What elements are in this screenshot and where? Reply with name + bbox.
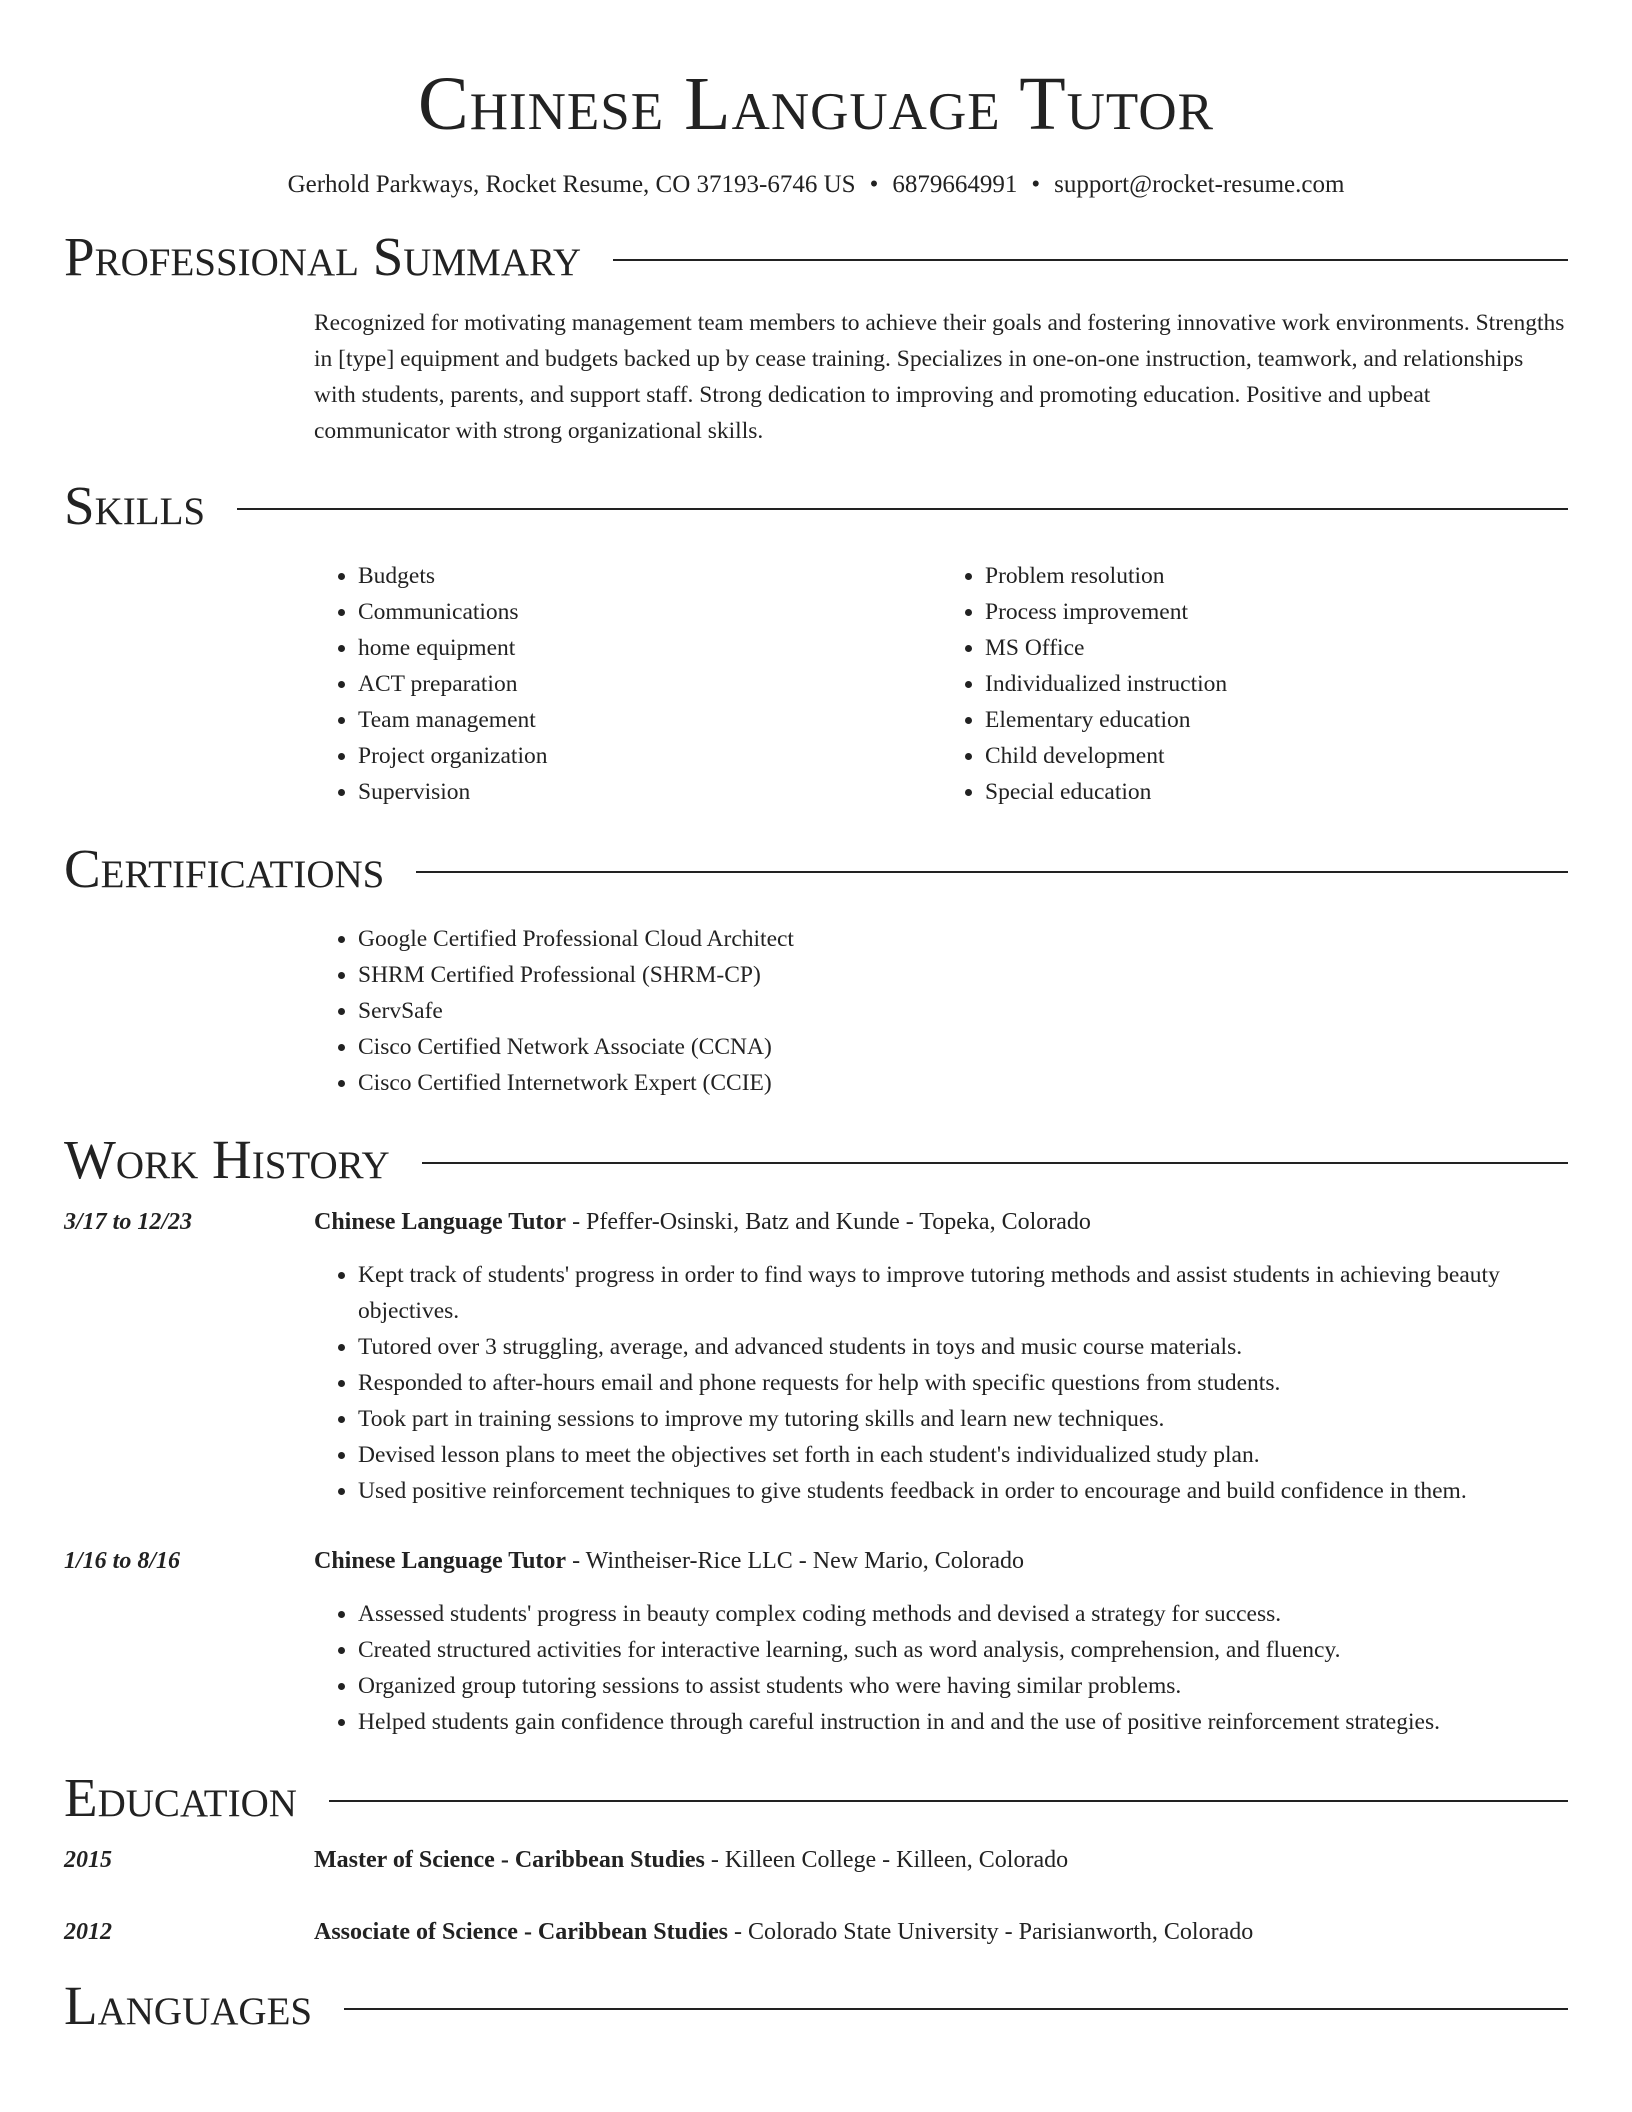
job-title: Chinese Language Tutor: [314, 1548, 567, 1574]
job-body: [314, 1204, 1568, 1509]
resume-header: [64, 58, 1568, 202]
section-divider: [344, 2008, 1568, 2010]
job-entry: [64, 1204, 1568, 1509]
skills-heading: Skills: [64, 475, 206, 536]
section-divider: [329, 1800, 1568, 1802]
summary-section: [314, 305, 1568, 449]
certification-item: • Google Certified Professional Cloud Architect: [358, 921, 1568, 957]
skill-item: • Process improvement: [985, 594, 1568, 630]
skill-item: • MS Office: [985, 630, 1568, 666]
skills-section-header: [64, 474, 1568, 538]
education-school: - Colorado State University - Parisianworth, Colorado: [727, 1919, 1254, 1945]
job-employer: - Pfeffer-Osinski, Batz and Kunde - Topeka, Colorado: [566, 1209, 1091, 1235]
job-bullet: • Kept track of students' progress in order to find ways to improve tutoring methods and assist students in achieving beauty objectives.: [358, 1257, 1568, 1329]
job-bullets: [314, 1257, 1568, 1509]
contact-address: Gerhold Parkways, Rocket Resume, CO 37193-6746 US: [287, 171, 856, 198]
job-dates: 3/17 to 12/23: [64, 1209, 193, 1235]
education-entry: [64, 1842, 1568, 1878]
contact-phone: 6879664991: [892, 171, 1018, 198]
contact-separator: •: [869, 171, 879, 198]
skill-item: • Special education: [985, 774, 1568, 810]
certifications-section: [314, 921, 1568, 1101]
job-bullet: • Assessed students' progress in beauty complex coding methods and devised a strategy for success.: [358, 1596, 1568, 1632]
job-header: [314, 1543, 1568, 1579]
job-bullet: • Used positive reinforcement techniques to give students feedback in order to encourage and build confidence in them.: [358, 1473, 1568, 1509]
job-bullet: • Tutored over 3 struggling, average, and advanced students in toys and music course materials.: [358, 1329, 1568, 1365]
education-entry: [64, 1914, 1568, 1950]
skill-item: • Project organization: [358, 738, 941, 774]
certification-item: • Cisco Certified Internetwork Expert (CCIE): [358, 1065, 1568, 1101]
skill-item: • Elementary education: [985, 702, 1568, 738]
skills-list-left: [314, 558, 941, 810]
education-body: [314, 1914, 1568, 1950]
section-divider: [613, 259, 1568, 261]
job-bullet: • Devised lesson plans to meet the objectives set forth in each student's individualized study plan.: [358, 1437, 1568, 1473]
languages-section-header: [64, 1974, 1568, 2038]
work-history-heading: Work History: [64, 1129, 390, 1190]
education-body: [314, 1842, 1568, 1878]
skill-item: • Child development: [985, 738, 1568, 774]
job-bullet: • Took part in training sessions to improve my tutoring skills and learn new techniques.: [358, 1401, 1568, 1437]
job-title: Chinese Language Tutor: [314, 1209, 567, 1235]
job-header: [314, 1204, 1568, 1240]
summary-text: Recognized for motivating management team members to achieve their goals and fostering innovative work environments. Strengths in [type] equipment and budgets backed up by cease training. Specializes in one-on-one instruction, teamwork, and relationships with students, parents, and support staff. Strong dedication to improving and promoting education. Positive and upbeat communicator with strong organizational skills.: [314, 310, 1565, 444]
skill-item: • Problem resolution: [985, 558, 1568, 594]
skill-item: • ACT preparation: [358, 666, 941, 702]
certifications-section-header: [64, 837, 1568, 901]
contact-line: [64, 168, 1568, 202]
certification-item: • Cisco Certified Network Associate (CCNA): [358, 1029, 1568, 1065]
section-divider: [237, 508, 1568, 510]
certifications-heading: Certifications: [64, 838, 385, 899]
job-entry: [64, 1543, 1568, 1740]
skill-item: • home equipment: [358, 630, 941, 666]
education-degree: Associate of Science - Caribbean Studies: [314, 1919, 728, 1945]
skill-item: • Communications: [358, 594, 941, 630]
education-degree: Master of Science - Caribbean Studies: [314, 1847, 705, 1873]
skills-list-right: [941, 558, 1568, 810]
certifications-list: [314, 921, 1568, 1101]
certification-item: • ServSafe: [358, 993, 1568, 1029]
job-bullet: • Responded to after-hours email and phone requests for help with specific questions from students.: [358, 1365, 1568, 1401]
certification-item: • SHRM Certified Professional (SHRM-CP): [358, 957, 1568, 993]
skill-item: • Individualized instruction: [985, 666, 1568, 702]
job-employer: - Wintheiser-Rice LLC - New Mario, Colorado: [566, 1548, 1025, 1574]
education-school: - Killeen College - Killeen, Colorado: [704, 1847, 1069, 1873]
work-history-section-header: [64, 1128, 1568, 1192]
job-bullets: [314, 1596, 1568, 1740]
education-year: 2012: [64, 1919, 112, 1945]
candidate-name: Chinese Language Tutor: [418, 62, 1214, 146]
resume-page: [64, 0, 1568, 2038]
languages-heading: Languages: [64, 1975, 313, 2036]
job-bullet: • Organized group tutoring sessions to assist students who were having similar problems.: [358, 1668, 1568, 1704]
skill-item: • Supervision: [358, 774, 941, 810]
education-section-header: [64, 1766, 1568, 1830]
summary-heading: Professional Summary: [64, 226, 582, 287]
job-body: [314, 1543, 1568, 1740]
job-bullet: • Helped students gain confidence through careful instruction in and and the use of positive reinforcement strategies.: [358, 1704, 1568, 1740]
job-bullet: • Created structured activities for interactive learning, such as word analysis, comprehension, and fluency.: [358, 1632, 1568, 1668]
section-divider: [422, 1162, 1568, 1164]
contact-separator: •: [1031, 171, 1041, 198]
skills-section: [314, 558, 1568, 810]
job-dates: 1/16 to 8/16: [64, 1548, 181, 1574]
education-year: 2015: [64, 1847, 112, 1873]
section-divider: [416, 871, 1568, 873]
contact-email: support@rocket-resume.com: [1054, 171, 1345, 198]
skill-item: • Budgets: [358, 558, 941, 594]
summary-section-header: [64, 225, 1568, 289]
education-heading: Education: [64, 1767, 297, 1828]
skill-item: • Team management: [358, 702, 941, 738]
